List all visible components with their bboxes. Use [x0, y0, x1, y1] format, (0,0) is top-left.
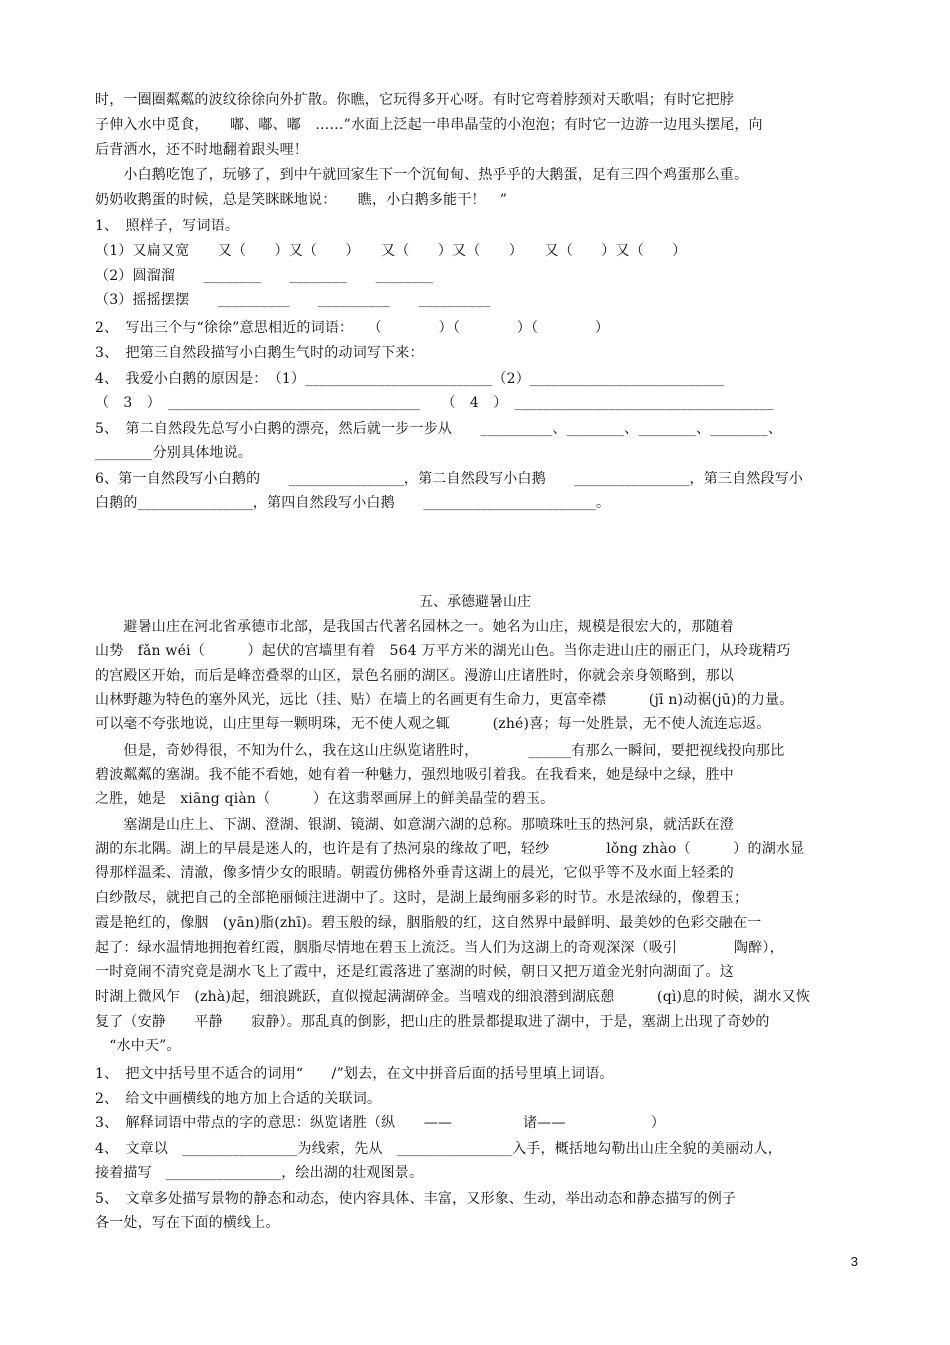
story2-line-2: 山势 fǎn wéi（ ）起伏的宫墙里有着 564 万平方米的湖光山色。当你走进山庄的丽正门，从玲珑精巧	[95, 643, 791, 659]
q1-line-9: 5、 第二自然段先总写小白鹅的漂亮，然后就一步一步从 __________、________、________、________、	[95, 421, 783, 437]
story2-line-9: 塞湖是山庄上、下湖、澄湖、银湖、镜湖、如意湖六湖的总称。那喷珠吐玉的热河泉，就活跃在澄	[95, 817, 734, 833]
q1-line-10: ________分别具体地说。	[95, 445, 252, 461]
q1-line-4: （3）摇摇摆摆 __________ __________ __________	[95, 292, 491, 308]
q1-line-12: 白鹅的________________，第四自然段写小白鹅 ________________________。	[95, 495, 611, 511]
story2-line-5: 可以毫不夸张地说，山庄里每一颗明珠，无不使人观之辄 (zhé)喜；每一处胜景，无不使人流连忘返。	[95, 716, 771, 732]
q2-line-5: 接着描写 ________________，绘出湖的壮观图景。	[95, 1165, 424, 1181]
q1-line-2: （1）又扁又宽 又（ ）又（ ） 又（ ）又（ ） 又（ ）又（ ）	[95, 243, 687, 259]
story2-line-4: 山林野趣为特色的塞外风光，远比（挂、贴）在墙上的名画更有生命力，更富牵襟 (jī n)动裾(jū)的力量。	[95, 692, 794, 708]
story2-title: 五、承德避暑山庄	[419, 594, 531, 610]
story1-line-1: 时，一圈圈粼粼的波纹徐徐向外扩散。你瞧，它玩得多开心呀。有时它弯着脖颈对天歌唱；有时它把脖	[95, 92, 734, 108]
q1-line-3: （2）圆溜溜 ________ ________ ________	[95, 268, 434, 284]
story2-line-6: 但是，奇妙得很，不知为什么，我在这山庄纵览诸胜时， ______有那么一瞬间，要把视线投向那比	[95, 743, 785, 759]
story2-line-3: 的宫殿区开始，而后是峰峦叠翠的山区，景色名丽的湖区。漫游山庄诸胜时，你就会亲身领略到，那以	[95, 668, 734, 684]
q2-line-3: 3、 解释词语中带点的字的意思：纵览诸胜（纵 —— 诸—— ）	[95, 1115, 666, 1131]
q2-line-4: 4、 文章以 ________________为线索，先从 ________________入手，概括地勾勒出山庄全貌的美丽动人，	[95, 1141, 782, 1157]
story2-line-10: 湖的东北隅。湖上的早晨是迷人的，也许是有了热河泉的缘故了吧，轻纱 lǒng zhào（ ）的湖水显	[95, 841, 805, 857]
story2-line-12: 白纱散尽，就把自己的全部艳丽倾注进湖中了。这时，是湖上最绚丽多彩的时节。水是浓绿的，像碧玉；	[95, 890, 749, 906]
q1-line-6: 3、 把第三自然段描写小白鹅生气时的动词写下来：	[95, 345, 424, 361]
q1-line-11: 6、第一自然段写小白鹅的 ________________，第二自然段写小白鹅 ________________，第三自然段写小	[95, 471, 804, 487]
q2-line-2: 2、 给文中画横线的地方加上合适的关联词。	[95, 1091, 382, 1107]
story2-line-8: 之胜，她是 xiāng qiàn（ ）在这翡翠画屏上的鲜美晶莹的碧玉。	[95, 791, 555, 807]
q1-line-8: （ 3 ） ___________________________________ （ 4 ） ____________________________________	[95, 395, 774, 411]
q1-line-5: 2、 写出三个与“徐徐”意思相近的词语： （ ）（ ）（ ）	[95, 320, 610, 336]
story2-line-16: 时湖上微风乍 (zhà)起，细浪跳跃，直似搅起满湖碎金。当嘻戏的细浪潜到湖底憩 (qì)息的时候，湖水又恢	[95, 989, 811, 1005]
q2-line-1: 1、 把文中括号里不适合的词用“ /”划去，在文中拼音后面的括号里填上词语。	[95, 1066, 614, 1082]
q1-line-1: 1、 照样子，写词语。	[95, 218, 240, 234]
story2-line-11: 得那样温柔、清澈，像多情少女的眼睛。朝霞仿佛格外垂青这湖上的晨光，它似乎等不及水面上轻柔的	[95, 865, 734, 881]
story2-line-1: 避暑山庄在河北省承德市北部，是我国古代著名园林之一。她名为山庄，规模是很宏大的，那随着	[95, 619, 734, 635]
story1-line-2: 子伸入水中觅食， 嘟、嘟、嘟 ……”水面上泛起一串串晶莹的小泡泡；有时它一边游一边甩头摆尾，向	[95, 117, 763, 133]
story2-line-17: 复了（安静 平静 寂静）。那乱真的倒影，把山庄的胜景都提取进了湖中，于是，塞湖上出现了奇妙的	[95, 1014, 770, 1030]
story2-line-18: “水中天”。	[95, 1038, 181, 1054]
page-number: 3	[850, 1254, 858, 1269]
story1-line-4: 小白鹅吃饱了，玩够了，到中午就回家生下一个沉甸甸、热乎乎的大鹅蛋，足有三四个鸡蛋那么重。	[95, 167, 749, 183]
story2-line-15: 一时竟闹不清究竟是湖水飞上了霞中，还是红霞落进了塞湖的时候，朝日又把万道金光射向湖面了。这	[95, 964, 734, 980]
q1-line-7: 4、 我爱小白鹅的原因是： （1）__________________________（2）___________________________	[95, 371, 725, 387]
story1-line-3: 后背洒水，还不时地翻着跟头哩！	[95, 142, 308, 158]
story2-line-7: 碧波粼粼的塞湖。我不能不看她，她有着一种魅力，强烈地吸引着我。在我看来，她是绿中之绿，胜中	[95, 767, 734, 783]
q2-line-7: 各一处，写在下面的横线上。	[95, 1215, 280, 1231]
story1-line-5: 奶奶收鹅蛋的时候，总是笑眯眯地说： 瞧，小白鹅多能干！ ”	[95, 192, 508, 208]
story2-line-14: 起了：绿水温情地拥抱着红霞，胭脂尽情地在碧玉上流泛。当人们为这湖上的奇观深深（吸引 陶醉），	[95, 940, 784, 956]
story2-line-13: 霞是艳红的，像胭 (yān)脂(zhī)。碧玉般的绿，胭脂般的红，这自然界中最鲜明、最美妙的色彩交融在一	[95, 915, 762, 931]
q2-line-6: 5、 文章多处描写景物的静态和动态，使内容具体、丰富，又形象、生动，举出动态和静态描写的例子	[95, 1191, 737, 1207]
